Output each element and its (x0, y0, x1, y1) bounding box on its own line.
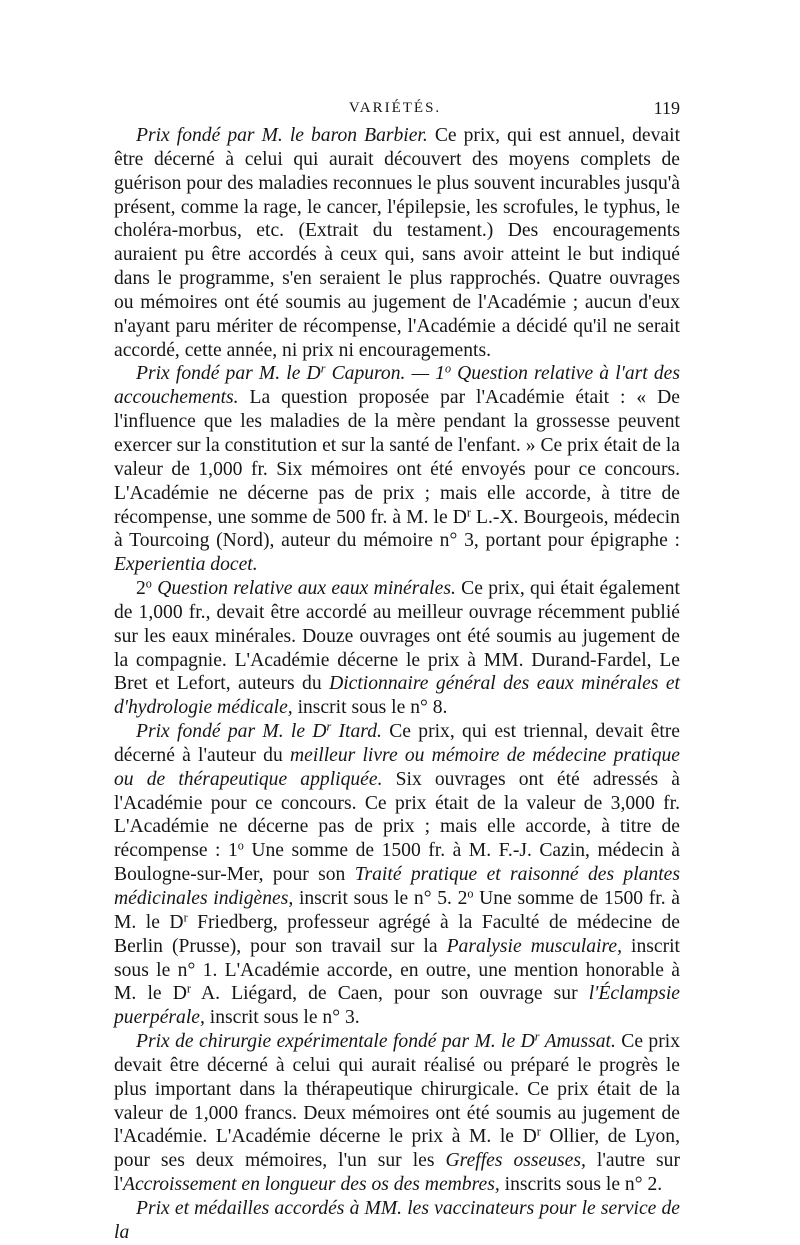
paragraph-text: Friedberg, professeur agrégé à la Faculté de médecine de Berlin (Prusse), pour son travail sur la (114, 911, 680, 957)
paragraph-text: Six ouvrages ont été adressés à l'Académie pour ce concours. Ce prix était de la valeur de 3,000 fr. L'Académie ne décerne pas de prix ; mais elle accorde, à titre de récompense : 1 (114, 768, 680, 862)
paragraph-capuron-prize: Prix fondé par M. le $D^r$ Capuron. — 1$^o$ Question relative à l'art des accouchements. La question proposée par l'Académie était : « De l'influence que les maladies de la mère pendant la grossesse peuvent exercer sur la constitution et sur la santé de l'enfant. » Ce prix était de la valeur de 1,000 fr. Six mémoires ont été envoyés pour ce concours. L'Académie ne décerne pas de prix ; mais elle accorde, à titre de récompense, une somme de 500 fr. à M. le $D^r$ L.-X. Bourgeois, médecin à Tourcoing (Nord), auteur du mémoire n° 3, portant pour épigraphe : Experientia docet. (114, 361, 680, 576)
paragraph-text: inscrit sous le n° 5. 2 (293, 888, 468, 909)
prize-heading-itard: Prix fondé par M. le $D^r$ Itard. (136, 719, 382, 743)
paragraph-text: Une somme de 1500 fr. à M. le D (114, 888, 680, 933)
paragraph-vaccinators-prize (114, 1197, 680, 1245)
paragraph-text: l'autre sur l' (114, 1150, 680, 1196)
paragraph-text: La question proposée par l'Académie était : « De l'influence que les maladies de la mère pendant la grossesse peuvent exercer sur la constitution et sur la santé de l'enfant. » Ce prix était de la valeur de 1,000 fr. Six mémoires ont été envoyés pour ce concours. L'Académie ne décerne pas de prix ; mais elle accorde, à titre de récompense, une somme de 500 fr. à M. le D (114, 387, 680, 528)
prize-heading-barbier: Prix fondé par M. le baron Barbier. (136, 125, 428, 146)
paragraph-amussat-prize: Prix de chirurgie expérimentale fondé par M. le $D^r$ Amussat. Ce prix devait être décerné à celui qui aurait réalisé ou préparé le progrès le plus important dans la thérapeutique chirurgicale. Ce prix était de la valeur de 1,000 francs. Deux mémoires ont été soumis au jugement de l'Académie. L'Académie décerne le prix à M. le $D^r$ Ollier, de Lyon, pour ses deux mémoires, l'un sur les Greffes osseuses, l'autre sur l'Accroissement en longueur des os des membres, inscrits sous le n° 2. (114, 1029, 680, 1196)
paragraph-text: inscrit sous le n° 8. (292, 697, 448, 719)
paragraph-text: inscrits sous le n° 2. (499, 1174, 663, 1196)
prize-heading-vaccinators: Prix et médailles accordés à MM. les vaccinateurs pour le service de la (114, 1197, 680, 1243)
epigraph: Experientia docet. (114, 554, 258, 576)
paragraph-text: inscrit sous le n° 1. L'Académie accorde, en outre, une mention honorable à M. le D (114, 935, 680, 1005)
prize-heading-amussat: Prix de chirurgie expérimentale fondé par M. le $D^r$ Amussat. (136, 1029, 616, 1053)
paragraph-text: Ce prix, qui est annuel, devait être décerné à celui qui aurait découvert des moyens complets de guérison pour des maladies reconnues le plus souvent incurables jusqu'à présent, comme la rage, le cancer, l'épilepsie, les scrofules, le typhus, le choléra-morbus, etc. (Extrait du testament.) Des encouragements auraient pu être accordés à ceux qui, sans avoir atteint le but indiqué dans le programme, s'en seraient le plus rapprochés. Quatre ouvrages ou mémoires ont été soumis au jugement de l'Académie ; aucun d'eux n'ayant paru mériter de récompense, l'Académie a décidé qu'il ne serait accordé, cette année, ni prix ni encouragements. (114, 125, 681, 361)
work-title-paralysie: Paralysie musculaire, (446, 935, 622, 957)
paragraph-text: Ce prix, qui est triennal, devait être décerné à l'auteur du (114, 721, 681, 766)
work-title-traite: Traité pratique et raisonné des plantes médicinales indigènes, (114, 864, 680, 909)
body-text (114, 124, 680, 1245)
paragraph-text: Ce prix, qui était également de 1,000 fr., devait être accordé au meilleur ouvrage récemment publié sur les eaux minérales. Douze ouvrages ont été soumis au jugement de la compagnie. L'Académie décerne le prix à MM. Durand-Fardel, Le Bret et Lefort, auteurs du (114, 578, 680, 695)
paragraph-text: inscrit sous le n° 3. (204, 1007, 360, 1029)
paragraph-text: Une somme de 1500 fr. à M. F.-J. Cazin, médecin à Boulogne-sur-Mer, pour son (114, 840, 680, 886)
paragraph-itard-prize: Prix fondé par M. le $D^r$ Itard. Ce prix, qui est triennal, devait être décerné à l'auteur du meilleur livre ou mémoire de médecine pratique ou de thérapeutique appliquée. Six ouvrages ont été adressés à l'Académie pour ce concours. Ce prix était de la valeur de 3,000 fr. L'Académie ne décerne pas de prix ; mais elle accorde, à titre de récompense : 1$^o$ Une somme de 1500 fr. à M. F.-J. Cazin, médecin à Boulogne-sur-Mer, pour son Traité pratique et raisonné des plantes médicinales indigènes, inscrit sous le n° 5. 2$^o$ Une somme de 1500 fr. à M. le $D^r$ Friedberg, professeur agrégé à la Faculté de médecine de Berlin (Prusse), pour son travail sur la Paralysie musculaire, inscrit sous le n° 1. L'Académie accorde, en outre, une mention honorable à M. le $D^r$ A. Liégard, de Caen, pour son ouvrage sur l'Éclampsie puerpérale, inscrit sous le n° 3. (114, 719, 681, 1029)
running-head (110, 98, 680, 122)
work-title-accroissement: Accroissement en longueur des os des membres, (122, 1174, 500, 1196)
paragraph-text: Ollier, de Lyon, pour ses deux mémoires, l'un sur les (114, 1126, 680, 1172)
prize-heading-capuron: Prix fondé par M. le $D^r$ Capuron. — 1$^o$ Question relative à l'art des accouchements. (114, 361, 680, 409)
running-head-title: VARIÉTÉS. (348, 100, 442, 116)
paragraph-text: Ce prix devait être décerné à celui qui aurait réalisé ou préparé le progrès le plus important dans la thérapeutique chirurgicale. Ce prix était de la valeur de 1,000 francs. Deux mémoires ont été soumis au jugement de l'Académie. L'Académie décerne le prix à M. le D (114, 1031, 680, 1148)
work-title-greffes: Greffes osseuses, (445, 1150, 586, 1172)
paragraph-text: L.-X. Bourgeois, médecin à Tourcoing (Nord), auteur du mémoire n° 3, portant pour épigraphe : (114, 506, 680, 552)
paragraph-barbier-prize (114, 124, 680, 362)
work-title-subject: meilleur livre ou mémoire de médecine pratique ou de thérapeutique appliquée. (114, 744, 680, 790)
work-title-dictionnaire: Dictionnaire général des eaux minérales et d'hydrologie médicale, (114, 673, 680, 719)
question-heading-mineral-waters: Question relative aux eaux minérales. (151, 578, 456, 600)
paragraph-text: A. Liégard, de Caen, pour son ouvrage sur (190, 983, 589, 1005)
work-title-eclampsie: l'Éclampsie puerpérale, (114, 983, 680, 1029)
page-number: 119 (653, 98, 680, 118)
paragraph-mineral-waters-question: 2$^o$ Question relative aux eaux minérales. Ce prix, qui était également de 1,000 fr., devait être accordé au meilleur ouvrage récemment publié sur les eaux minérales. Douze ouvrages ont été soumis au jugement de la compagnie. L'Académie décerne le prix à MM. Durand-Fardel, Le Bret et Lefort, auteurs du Dictionnaire général des eaux minérales et d'hydrologie médicale, inscrit sous le n° 8. (114, 576, 680, 719)
